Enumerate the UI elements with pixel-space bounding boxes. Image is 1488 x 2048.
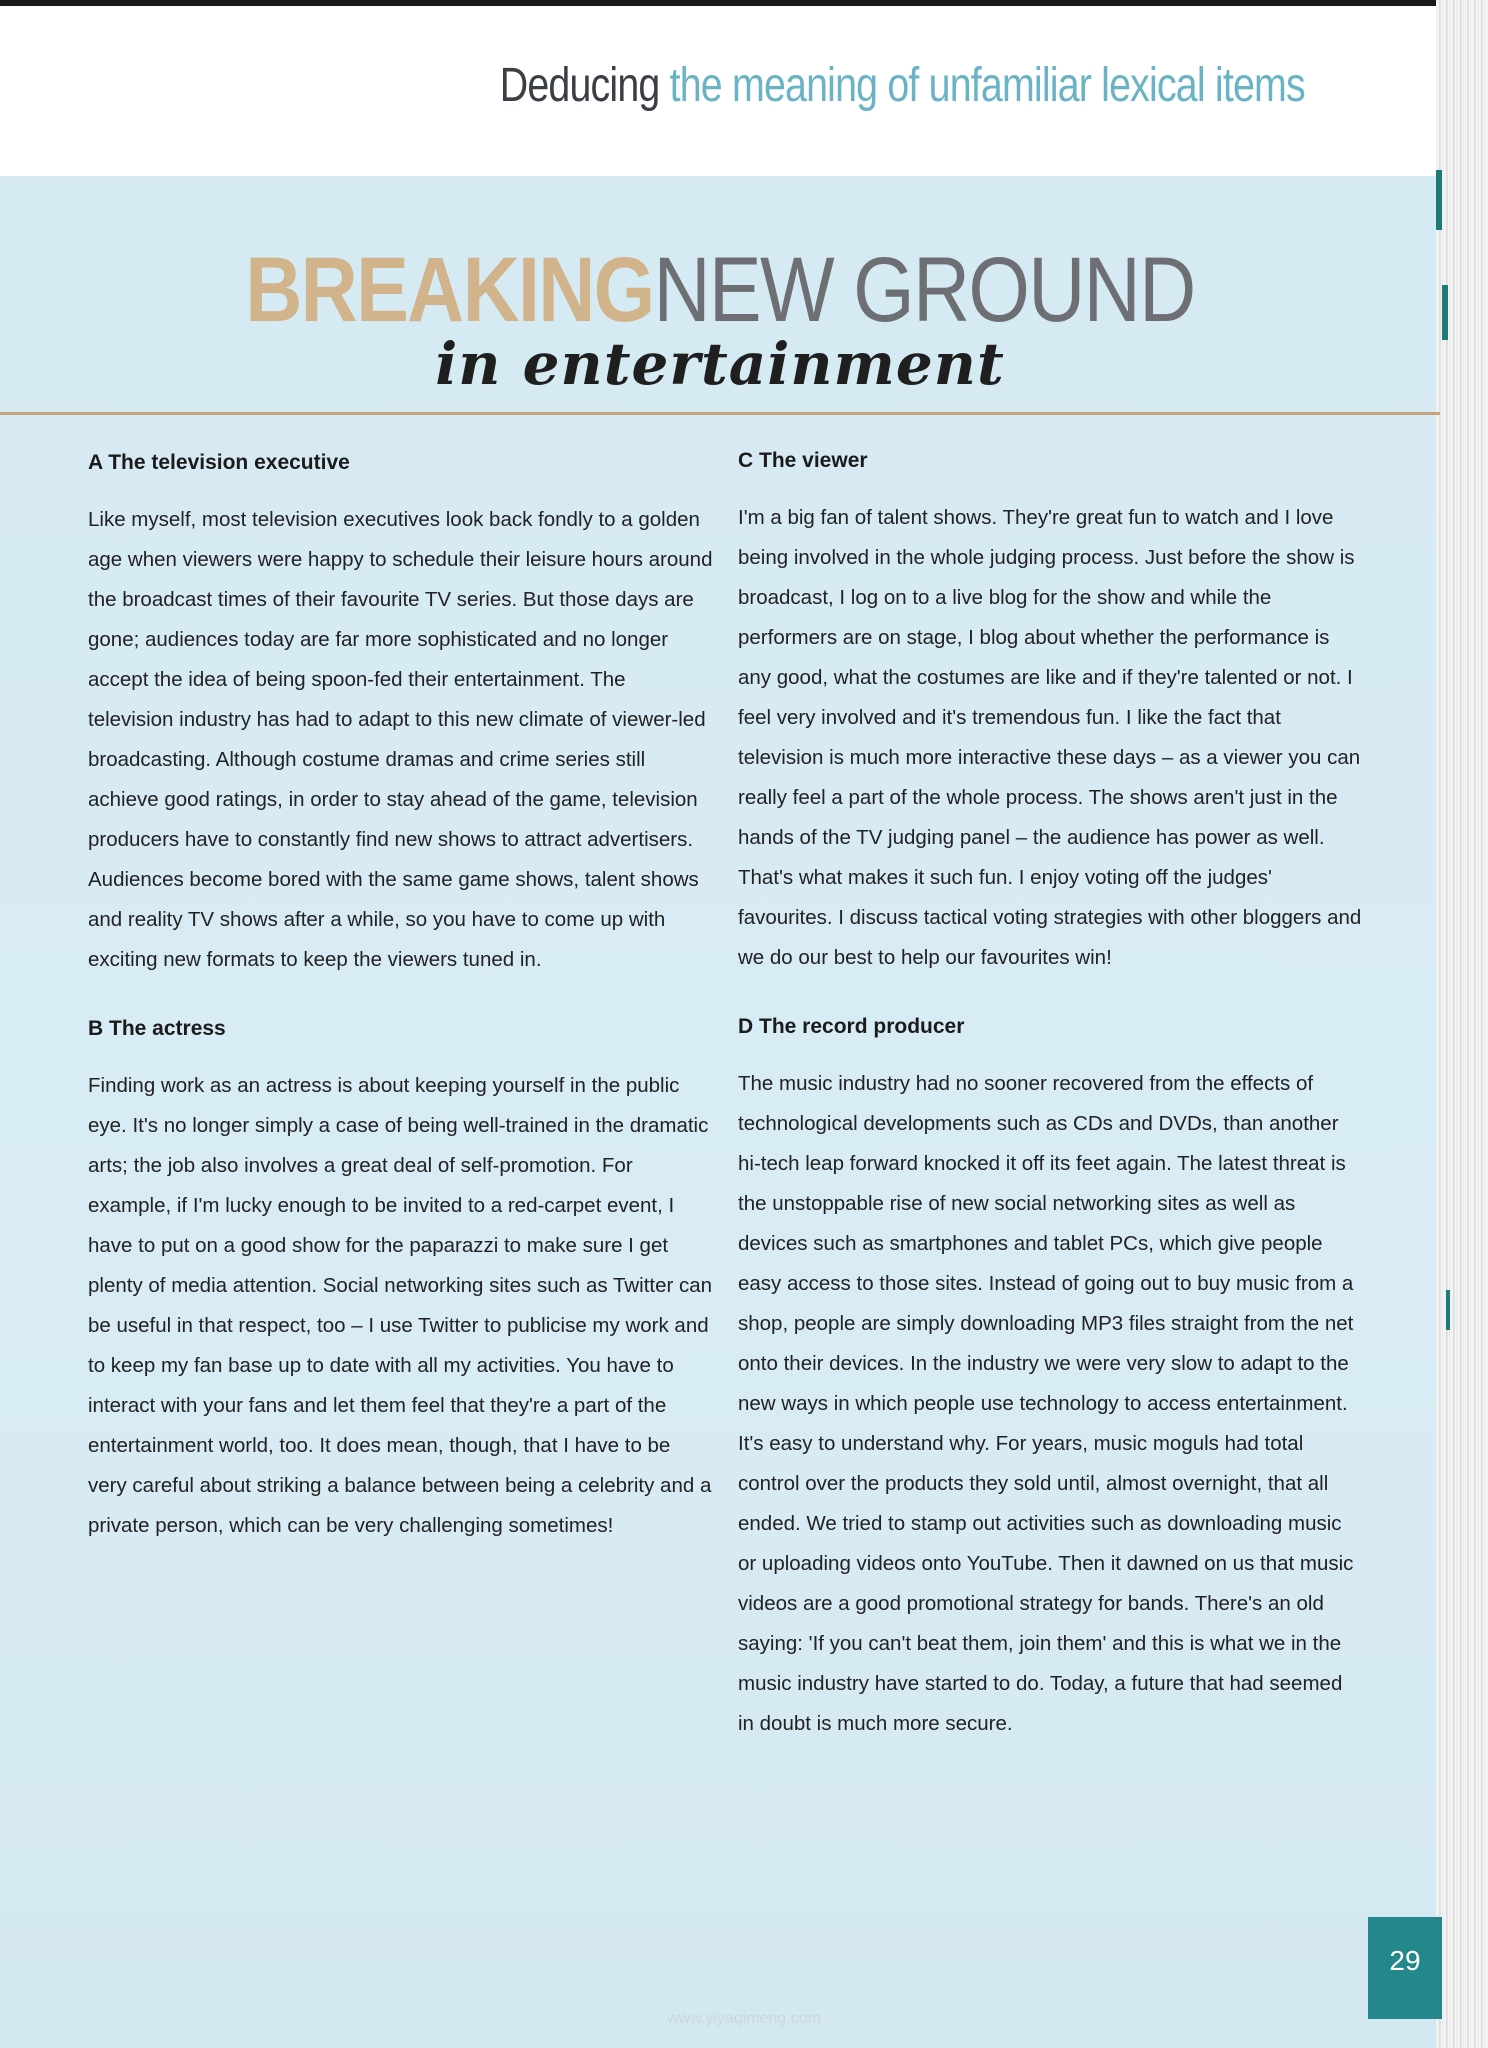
section-b-heading: B The actress [88,1017,226,1040]
header-band [0,6,1440,176]
section-a-heading: A The television executive [88,451,350,474]
page-number-box [1368,1917,1442,2019]
title-main [245,240,1194,340]
section-c-body: I'm a big fan of talent shows. They're great fun to watch and I love being involved in the whole judging process. Just before the show is broadcast, I log on to a live blog for the show and while the performers are on stage, I blog about whether the performance is any good, what the costumes are like and if they're talented or not. I feel very involved and it's tremendous fun. I like the fact that television is much more interactive these days – as a viewer you can really feel a part of the whole process. The shows aren't just in the hands of the TV judging panel – the audience has power as well. That's what makes it such fun. I enjoy voting off the judges' favourites. I discuss tactical voting strategies with other bloggers and we do our best to help our favourites win! [738,506,1362,969]
title-bold: BREAKING [245,239,654,341]
edge-tab-mark [1436,170,1442,230]
article-title [0,240,1440,396]
title-subtitle: in entertainment [435,330,1005,398]
page-number: 29 [1389,1945,1421,1976]
left-column [88,448,713,1580]
section-c-heading: C The viewer [738,449,868,472]
running-header [500,58,1305,113]
edge-tab-mark [1442,285,1448,340]
title-divider [0,412,1440,415]
right-column [738,446,1363,1778]
running-header-light: the meaning of unfamiliar lexical items [669,59,1305,112]
section-d-heading: D The record producer [738,1015,965,1038]
title-light: NEW GROUND [653,239,1195,341]
section-b-body: Finding work as an actress is about keeping yourself in the public eye. It's no longer simply a case of being well-trained in the dramatic arts; the job also involves a great deal of self-promotion. For example, if I'm lucky enough to be invited to a red-carpet event, I have to put on a good show for the paparazzi to make sure I get plenty of media attention. Social networking sites such as Twitter can be useful in that respect, too – I use Twitter to publicise my work and to keep my fan base up to date with all my activities. You have to interact with your fans and let them feel that they're a part of the entertainment world, too. It does mean, though, that I have to be very careful about striking a balance between being a celebrity and a private person, which can be very challenging sometimes! [88,1074,713,1537]
edge-tab-mark [1446,1290,1450,1330]
running-header-dark: Deducing [499,59,660,112]
page-edges [1436,0,1488,2048]
section-d-body: The music industry had no sooner recovered from the effects of technological developments such as CDs and DVDs, than another hi-tech leap forward knocked it off its feet again. The latest threat is the unstoppable rise of new social networking sites as well as devices such as smartphones and tablet PCs, which give people easy access to those sites. Instead of going out to buy music from a shop, people are simply downloading MP3 files straight from the net onto their devices. In the industry we were very slow to adapt to the new ways in which people use technology to access entertainment. It's easy to understand why. For years, music moguls had total control over the products they sold until, almost overnight, that all ended. We tried to stamp out activities such as downloading music or uploading videos onto YouTube. Then it dawned on us that music videos are a good promotional strategy for bands. There's an old saying: 'If you can't beat them, join them' and this is what we in the music industry have started to do. Today, a future that had seemed in doubt is much more secure. [738,1072,1354,1735]
section-a-body: Like myself, most television executives look back fondly to a golden age when viewers were happy to schedule their leisure hours around the broadcast times of their favourite TV series. But those days are gone; audiences today are far more sophisticated and no longer accept the idea of being spoon-fed their entertainment. The television industry has had to adapt to this new climate of viewer-led broadcasting. Although costume dramas and crime series still achieve good ratings, in order to stay ahead of the game, television producers have to constantly find new shows to attract advertisers. Audiences become bored with the same game shows, talent shows and reality TV shows after a while, so you have to come up with exciting new formats to keep the viewers tuned in. [88,508,713,971]
watermark: www.yiyaqimeng.com [667,2010,821,2027]
